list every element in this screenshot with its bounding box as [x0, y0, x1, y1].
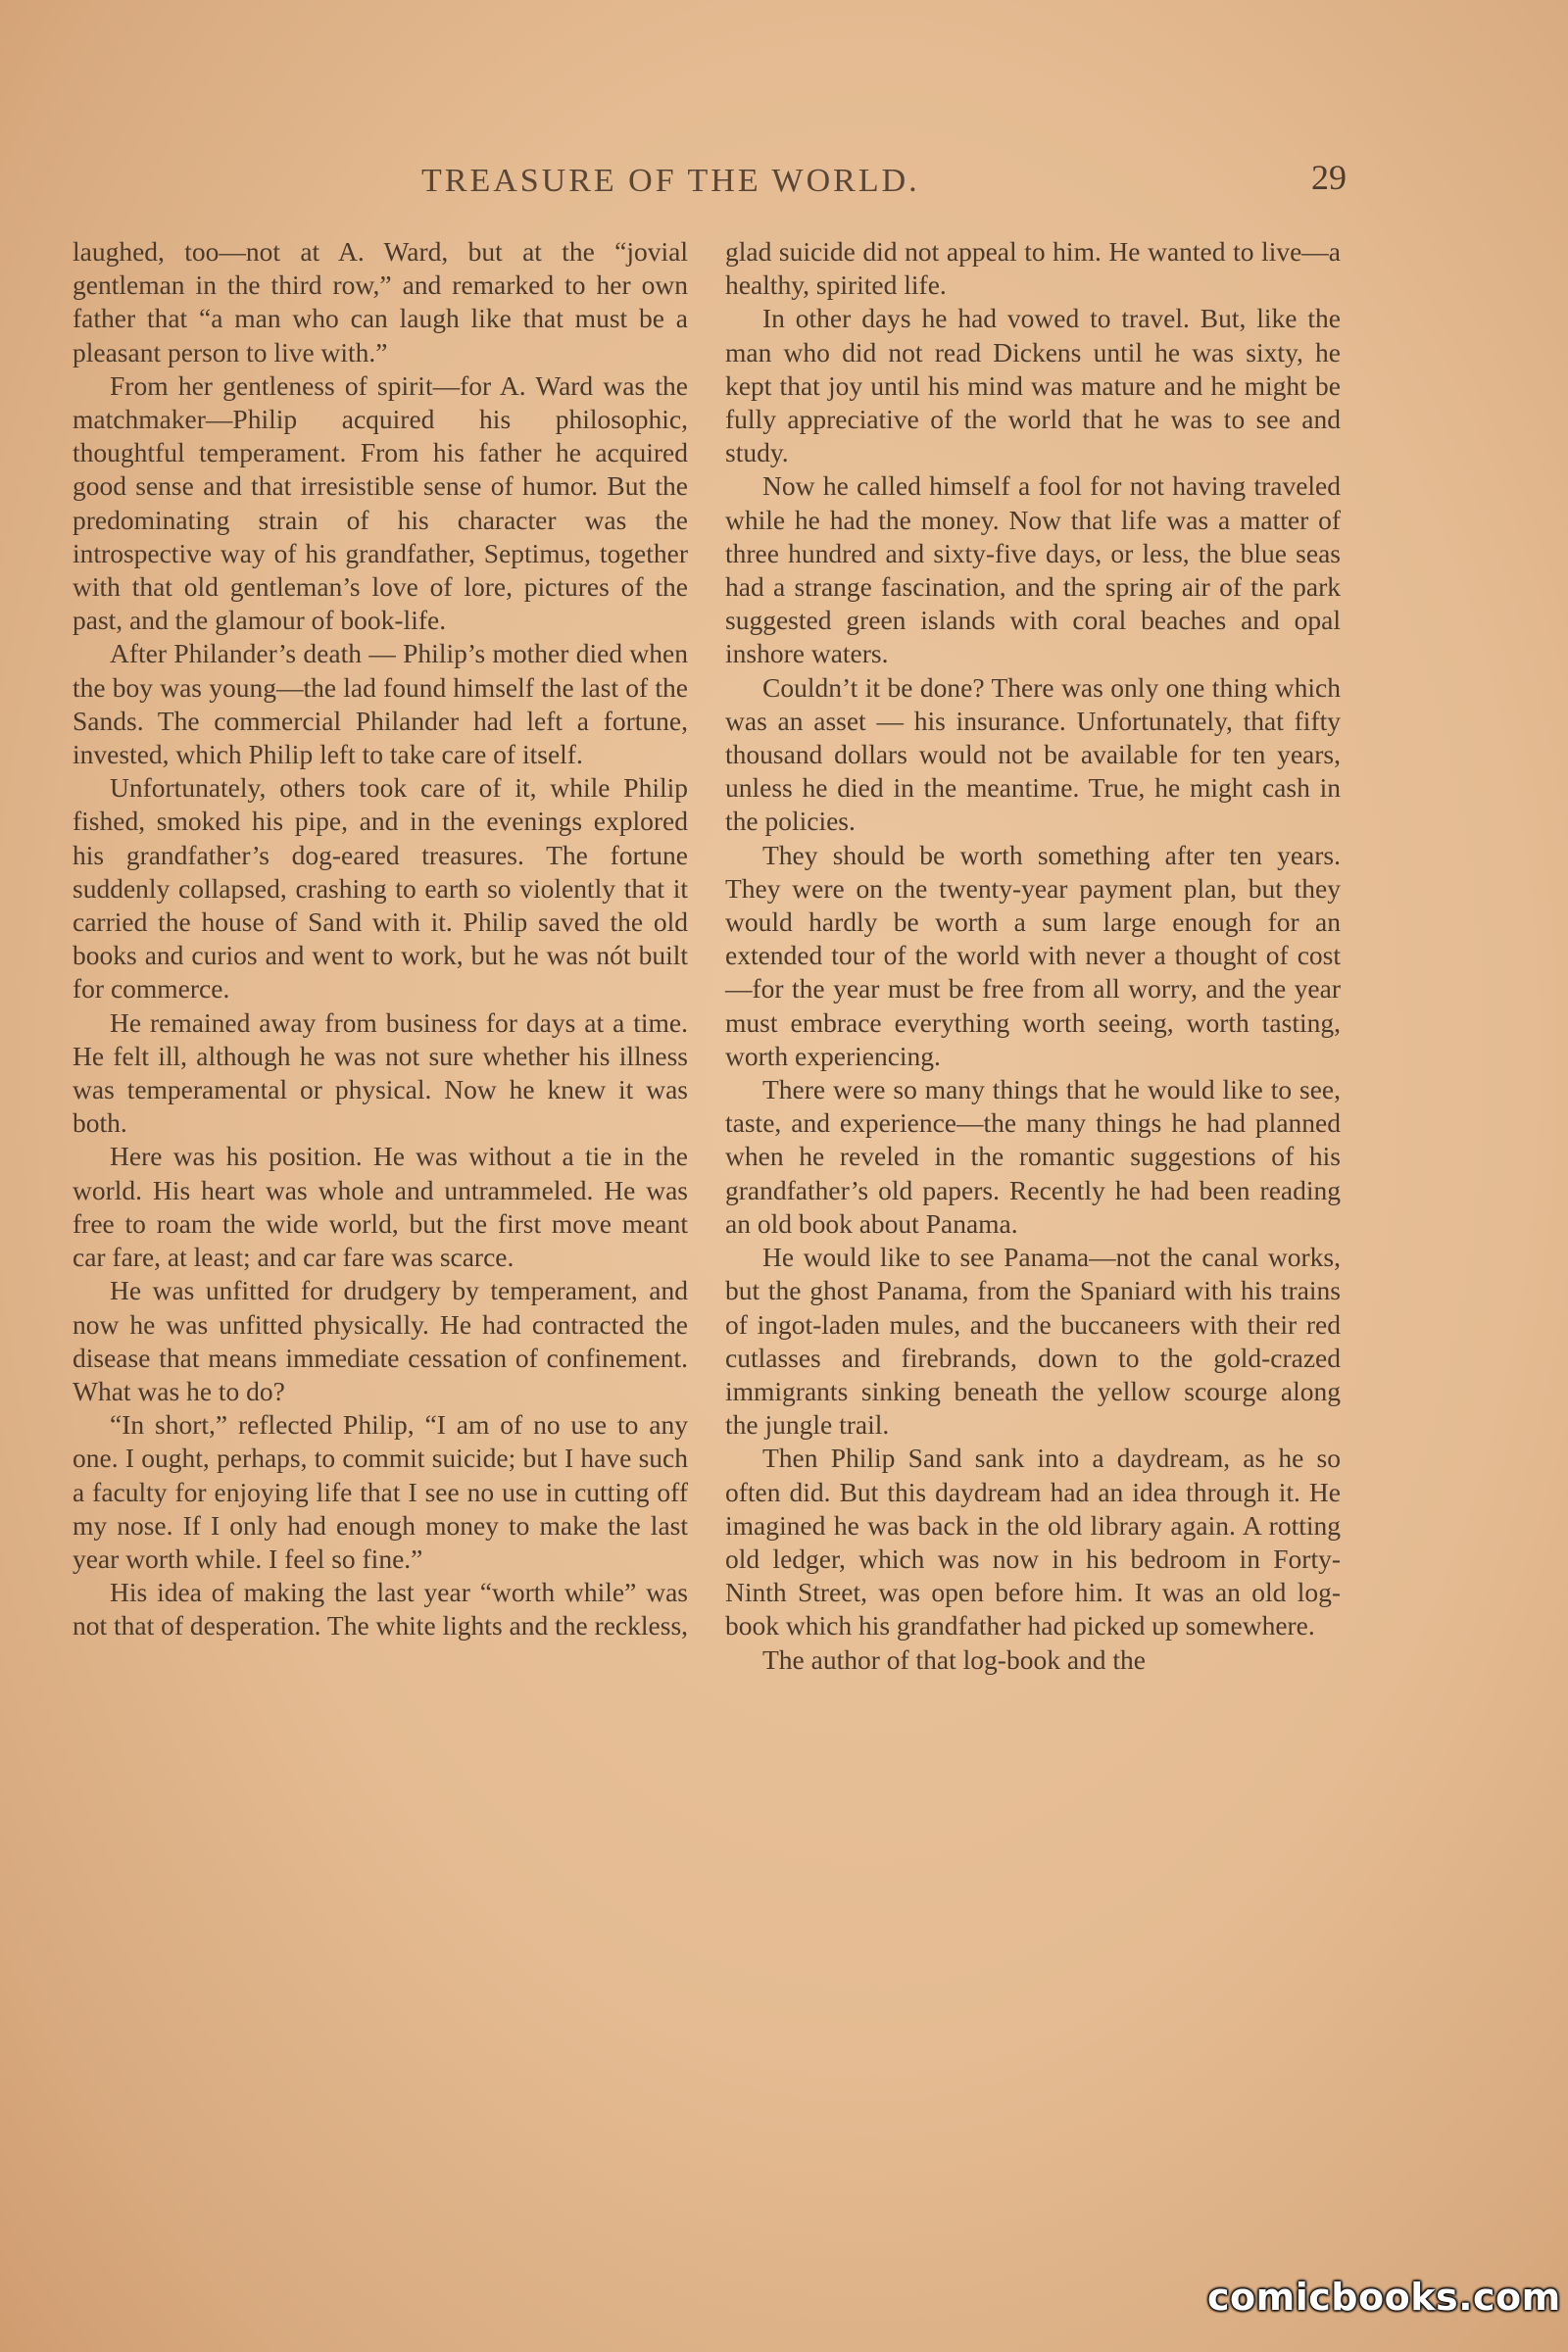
paragraph: Here was his position. He was without a tie in the world. His heart was whole and untrammeled. He was free to roam the wide world, but the first move meant car fare, at least; and car fare was scarce.	[73, 1141, 688, 1273]
paragraph: laughed, too—not at A. Ward, but at the “jovial gentleman in the third row,” and remarked to her own father that “a man who can laugh like that must be a pleasant person to live with.”	[73, 236, 688, 368]
page-number: 29	[1311, 158, 1347, 197]
paragraph: Then Philip Sand sank into a daydream, as he so often did. But this daydream had an idea through it. He imagined he was back in the old library again. A rotting old ledger, which was now in his bedroom in Forty-Ninth Street, was open before him. It was an old log-book which his grandfather had picked up somewhere.	[725, 1443, 1341, 1642]
running-title: TREASURE OF THE WORLD.	[421, 163, 920, 199]
paragraph: There were so many things that he would like to see, taste, and experience—the many things he had planned when he reveled in the romantic suggestions of his grandfather’s old papers. Recently he had been reading an old book about Panama.	[725, 1074, 1341, 1239]
site-watermark: comicbooks.com	[1207, 2276, 1561, 2319]
paragraph: In other days he had vowed to travel. But, like the man who did not read Dickens until he was sixty, he kept that joy until his mind was mature and he might be fully appreciative of the world that he was to see and study.	[725, 303, 1341, 468]
page-header	[0, 155, 1568, 214]
paragraph: He remained away from business for days at a time. He felt ill, although he was not sure whether his illness was temperamental or physical. Now he knew it was both.	[73, 1006, 688, 1139]
paragraph: Couldn’t it be done? There was only one thing which was an asset — his insurance. Unfortunately, that fifty thousand dollars would not be available for ten years, unless he died in the meantime. True, he might cash in the policies.	[725, 671, 1341, 837]
left-column	[73, 235, 688, 1643]
paragraph: glad suicide did not appeal to him. He wanted to live—a healthy, spirited life.	[725, 236, 1341, 301]
paragraph: The author of that log-book and the	[762, 1643, 1147, 1675]
paragraph: “In short,” reflected Philip, “I am of no use to any one. I ought, perhaps, to commit suicide; but I have such a faculty for enjoying life that I see no use in cutting off my nose. If I only had enough money to make the last year worth while. I feel so fine.”	[73, 1409, 688, 1574]
paragraph: Unfortunately, others took care of it, while Philip fished, smoked his pipe, and in the evenings explored his grandfather’s dog-eared treasures. The fortune suddenly collapsed, crashing to earth so violently that it carried the house of Sand with it. Philip saved the old books and curios and went to work, but he was nót built for commerce.	[73, 772, 688, 1004]
right-column	[725, 235, 1341, 1677]
paragraph: He was unfitted for drudgery by temperament, and now he was unfitted physically. He had contracted the disease that means immediate cessation of confinement. What was he to do?	[73, 1275, 688, 1406]
paragraph: His idea of making the last year “worth while” was not that of desperation. The white lights and the reckless,	[73, 1577, 689, 1642]
paragraph: He would like to see Panama—not the canal works, but the ghost Panama, from the Spaniard with his trains of ingot-laden mules, and the buccaneers with their red cutlasses and firebrands, down to the gold-crazed immigrants sinking beneath the yellow scourge along the jungle trail.	[725, 1242, 1341, 1441]
paragraph: Now he called himself a fool for not having traveled while he had the money. Now that life was a matter of three hundred and sixty-five days, or less, the blue seas had a strange fascination, and the spring air of the park suggested green islands with coral beaches and opal inshore waters.	[725, 470, 1341, 669]
paragraph: After Philander’s death — Philip’s mother died when the boy was young—the lad found himself the last of the Sands. The commercial Philander had left a fortune, invested, which Philip left to take care of itself.	[73, 638, 688, 770]
paragraph: From her gentleness of spirit—for A. Ward was the matchmaker—Philip acquired his philosophic, thoughtful temperament. From his father he acquired good sense and that irresistible sense of humor. But the predominating strain of his character was the introspective way of his grandfather, Septimus, together with that old gentleman’s love of lore, pictures of the past, and the glamour of book-life.	[73, 369, 688, 636]
paragraph: They should be worth something after ten years. They were on the twenty-year payment plan, but they would hardly be worth a sum large enough for an extended tour of the world with never a thought of cost—for the year must be free from all worry, and the year must embrace everything worth seeing, worth tasting, worth experiencing.	[725, 839, 1341, 1071]
